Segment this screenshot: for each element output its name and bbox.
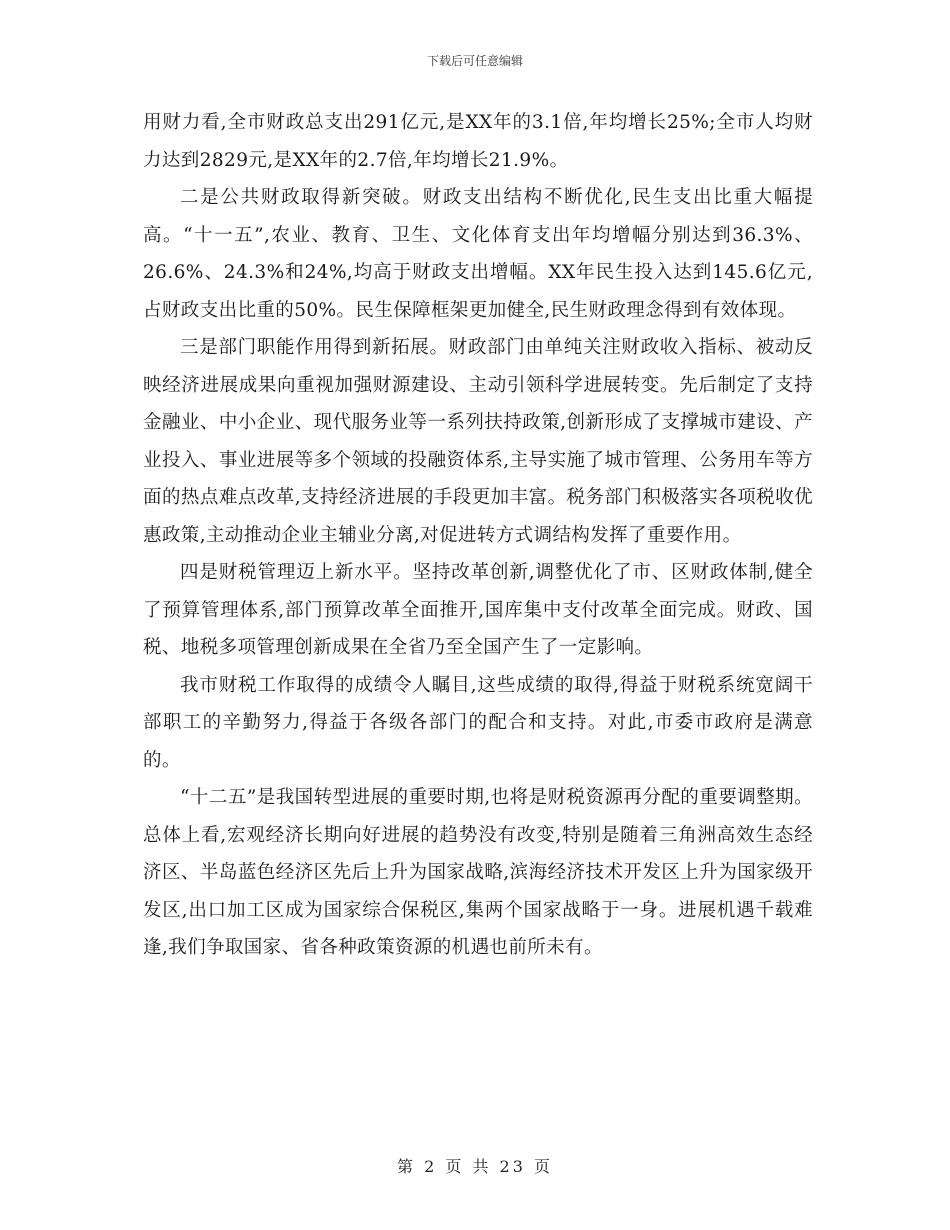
paragraph-1: 用财力看,全市财政总支出291亿元,是XX年的3.1倍,年均增长25%;全市人均财力达到2829元,是XX年的2.7倍,年均增长21.9%。 xyxy=(143,112,813,171)
paragraph-3: 三是部门职能作用得到新拓展。财政部门由单纯关注财政收入指标、被动反映经济进展成果向重视加强财源建设、主动引领科学进展转变。先后制定了支持金融业、中小企业、现代服务业等一系列扶持政策,创新形成了支撑城市建设、产业投入、事业进展等多个领域的投融资体系,主导实施了城市管理、公务用车等方面的热点难点改革,支持经济进展的手段更加丰富。税务部门积极落实各项税收优惠政策,主动推动企业主辅业分离,对促进转方式调结构发挥了重要作用。 xyxy=(143,337,813,546)
page-number-footer: 第 2 页 共 23 页 xyxy=(397,1157,553,1176)
paragraph-5: 我市财税工作取得的成绩令人瞩目,这些成绩的取得,得益于财税系统宽阔干部职工的辛勤努力,得益于各级各部门的配合和支持。对此,市委市政府是满意的。 xyxy=(143,674,813,771)
page-header: 下载后可任意编辑 xyxy=(426,54,523,68)
document-body xyxy=(143,104,813,967)
paragraph-2: 二是公共财政取得新突破。财政支出结构不断优化,民生支出比重大幅提高。“十一五”,农业、教育、卫生、文化体育支出年均增幅分别达到36.3%、26.6%、24.3%和24%,均高于财政支出增幅。XX年民生投入达到145.6亿元,占财政支出比重的50%。民生保障框架更加健全,民生财政理念得到有效体现。 xyxy=(143,187,813,321)
paragraph-6: “十二五”是我国转型进展的重要时期,也将是财税资源再分配的重要调整期。总体上看,宏观经济长期向好进展的趋势没有改变,特别是随着三角洲高效生态经济区、半岛蓝色经济区先后上升为国家战略,滨海经济技术开发区上升为国家级开发区,出口加工区成为国家综合保税区,集两个国家战略于一身。进展机遇千载难逢,我们争取国家、省各种政策资源的机遇也前所未有。 xyxy=(143,787,813,958)
paragraph-4: 四是财税管理迈上新水平。坚持改革创新,调整优化了市、区财政体制,健全了预算管理体系,部门预算改革全面推开,国库集中支付改革全面完成。财政、国税、地税多项管理创新成果在全省乃至全国产生了一定影响。 xyxy=(143,562,813,658)
